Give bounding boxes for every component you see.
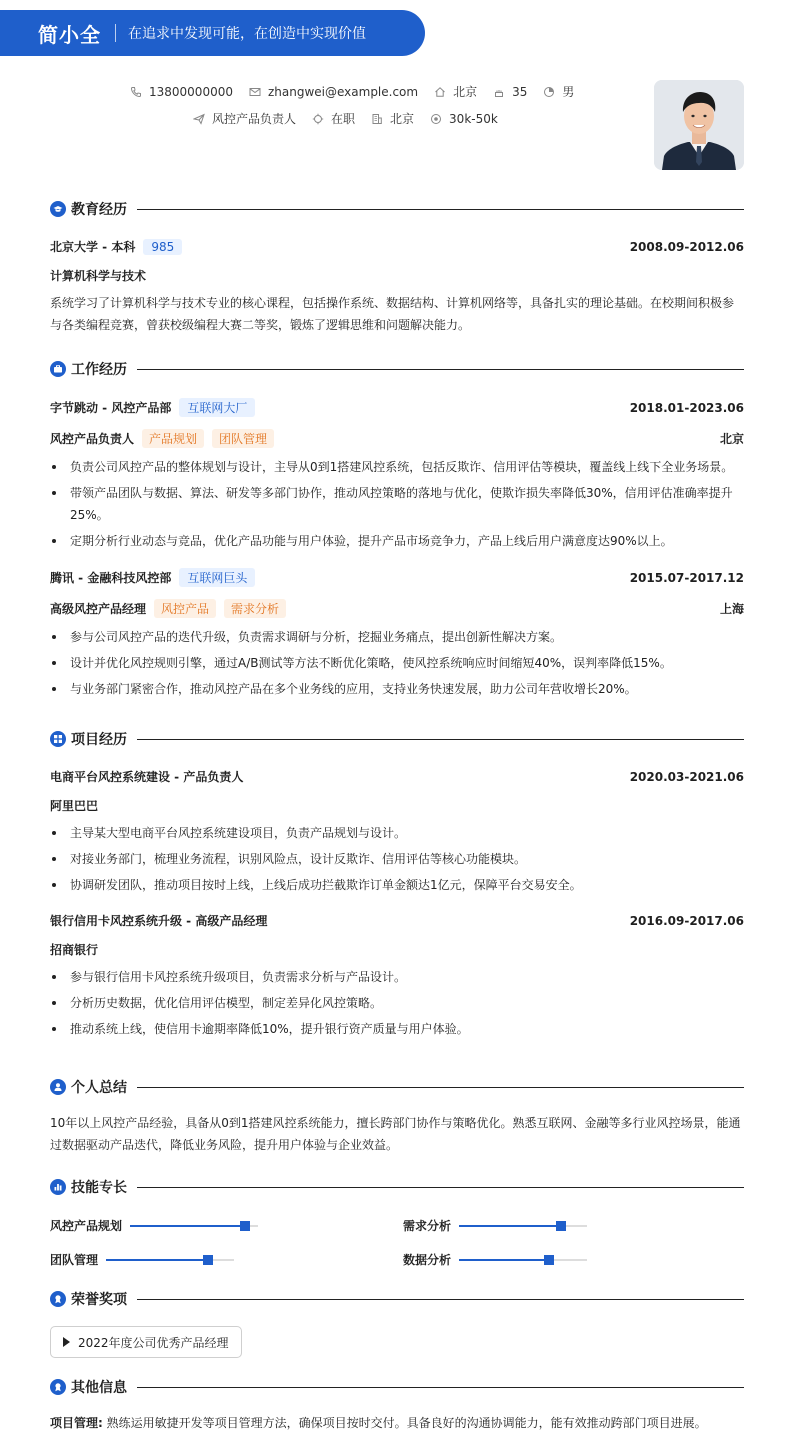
awards-header — [50, 1290, 744, 1308]
city-text: 北京 — [390, 112, 415, 126]
work-role-row — [50, 599, 744, 618]
work-city: 上海 — [719, 602, 744, 616]
skill-name: 团队管理 — [50, 1253, 99, 1267]
project-header — [50, 730, 744, 748]
list-item: 与业务部门紧密合作，推动风控产品在多个业务线的应用，支持业务快速发展，助力公司年营收增长20%。 — [50, 678, 744, 700]
awards-title: 荣誉奖项 — [71, 1292, 127, 1308]
project-bullets — [50, 966, 744, 1040]
email-text: zhangwei@example.com — [267, 84, 419, 99]
building-icon — [371, 113, 383, 125]
status-text: 在职 — [331, 112, 356, 126]
skill-knob — [556, 1221, 566, 1231]
work-bullets — [50, 626, 744, 700]
contact-row — [130, 83, 590, 100]
role-tag: 产品规划 — [142, 429, 204, 448]
role-tag: 需求分析 — [224, 599, 286, 618]
skill-fill — [130, 1225, 245, 1227]
skill-item — [50, 1251, 234, 1268]
project-entry — [50, 912, 744, 1040]
section-divider — [137, 1187, 744, 1188]
work-bullets — [50, 456, 744, 552]
contact-gender — [543, 83, 574, 100]
graduation-cap-icon — [50, 201, 66, 217]
skill-bar — [106, 1259, 234, 1261]
skills-section — [50, 1178, 744, 1196]
section-divider — [137, 1299, 744, 1300]
education-entry — [50, 238, 744, 255]
skill-bar — [130, 1225, 258, 1227]
other-info — [50, 1412, 744, 1434]
award-icon — [50, 1291, 66, 1307]
candidate-name: 简小全 — [38, 22, 101, 47]
work-role: 风控产品负责人 — [50, 432, 135, 446]
award-text: 2022年度公司优秀产品经理 — [78, 1335, 229, 1350]
skill-item — [403, 1251, 587, 1268]
gender-icon — [543, 86, 555, 98]
list-item: 参与公司风控产品的迭代升级，负责需求调研与分析，挖掘业务痛点，提出创新性解决方案。 — [50, 626, 744, 648]
mail-icon — [249, 86, 261, 98]
header-banner — [0, 10, 425, 56]
work-header — [50, 360, 744, 378]
age-text: 35 — [512, 84, 528, 99]
contact-location — [434, 83, 477, 100]
education-section — [50, 200, 744, 336]
age-icon — [493, 86, 505, 98]
other-header — [50, 1378, 744, 1396]
skill-knob — [203, 1255, 213, 1265]
school-name: 北京大学 - 本科 — [50, 240, 136, 254]
summary-title: 个人总结 — [71, 1080, 127, 1096]
other-text: 熟练运用敏捷开发等项目管理方法，确保项目按时交付。具备良好的沟通协调能力，能有效推动跨部门项目进展。 — [106, 1416, 707, 1430]
other-title: 其他信息 — [71, 1380, 127, 1396]
bar-chart-icon — [50, 1179, 66, 1195]
contact-age — [493, 85, 527, 99]
summary-section — [50, 1078, 744, 1156]
section-divider — [137, 209, 744, 210]
skill-fill — [459, 1259, 549, 1261]
other-label: 项目管理: — [50, 1416, 103, 1430]
project-org: 阿里巴巴 — [50, 799, 99, 813]
intent-city — [371, 110, 414, 127]
project-org: 招商银行 — [50, 943, 99, 957]
skill-knob — [240, 1221, 250, 1231]
skill-name: 风控产品规划 — [50, 1219, 123, 1233]
section-divider — [137, 739, 744, 740]
project-date: 2020.03-2021.06 — [629, 769, 744, 784]
job-intent-row — [193, 110, 514, 127]
project-title: 项目经历 — [71, 732, 127, 748]
skill-fill — [106, 1259, 208, 1261]
project-name: 电商平台风控系统建设 - 产品负责人 — [50, 770, 244, 784]
skill-bar — [459, 1259, 587, 1261]
gender-text: 男 — [562, 85, 575, 99]
award-item — [50, 1326, 242, 1358]
education-date: 2008.09-2012.06 — [629, 239, 744, 254]
intent-status — [312, 110, 355, 127]
position-text: 风控产品负责人 — [212, 112, 297, 126]
work-city: 北京 — [719, 432, 744, 446]
project-name-row — [50, 768, 744, 785]
work-role: 高级风控产品经理 — [50, 602, 147, 616]
education-description: 系统学习了计算机科学与技术专业的核心课程，包括操作系统、数据结构、计算机网络等，具备扎实的理论基础。在校期间积极参与各类编程竞赛，曾获校级编程大赛二等奖，锻炼了逻辑思维和问题解决能力。 — [50, 296, 735, 332]
work-section — [50, 360, 744, 700]
work-date: 2015.07-2017.12 — [629, 570, 744, 585]
education-major: 计算机科学与技术 — [50, 269, 147, 283]
skill-item — [50, 1217, 258, 1234]
list-item: 推动系统上线，使信用卡逾期率降低10%，提升银行资产质量与用户体验。 — [50, 1018, 744, 1040]
work-company: 字节跳动 - 风控产品部 — [50, 401, 172, 415]
skills-title: 技能专长 — [71, 1180, 127, 1196]
grid-icon — [50, 731, 66, 747]
work-company-row — [50, 568, 744, 587]
section-divider — [137, 1387, 744, 1388]
briefcase-icon — [50, 361, 66, 377]
list-item: 负责公司风控产品的整体规划与设计，主导从0到1搭建风控系统，包括反欺诈、信用评估等模块，覆盖线上线下全业务场景。 — [50, 456, 744, 478]
work-company: 腾讯 - 金融科技风控部 — [50, 571, 172, 585]
intent-salary — [430, 112, 498, 126]
project-name: 银行信用卡风控系统升级 - 高级产品经理 — [50, 914, 268, 928]
work-title: 工作经历 — [71, 362, 127, 378]
skill-knob — [544, 1255, 554, 1265]
education-header — [50, 200, 744, 218]
project-org-row — [50, 797, 744, 814]
header-divider — [115, 24, 116, 42]
summary-header — [50, 1078, 744, 1096]
work-role-row — [50, 429, 744, 448]
list-item: 带领产品团队与数据、算法、研发等多部门协作，推动风控策略的落地与优化，使欺诈损失率降低30%，信用评估准确率提升25%。 — [50, 482, 744, 526]
list-item: 参与银行信用卡风控系统升级项目，负责需求分析与产品设计。 — [50, 966, 744, 988]
home-icon — [434, 86, 446, 98]
work-entry — [50, 568, 744, 700]
avatar — [654, 80, 744, 170]
skills-header — [50, 1178, 744, 1196]
skill-name: 数据分析 — [403, 1253, 452, 1267]
list-item: 主导某大型电商平台风控系统建设项目，负责产品规划与设计。 — [50, 822, 744, 844]
work-date: 2018.01-2023.06 — [629, 400, 744, 415]
project-date: 2016.09-2017.06 — [629, 913, 744, 928]
skill-bar — [459, 1225, 587, 1227]
phone-text: 13800000000 — [149, 84, 233, 99]
work-entry — [50, 398, 744, 552]
education-title: 教育经历 — [71, 202, 127, 218]
other-section — [50, 1378, 744, 1434]
list-item: 协调研发团队，推动项目按时上线，上线后成功拦截欺诈订单金额达1亿元，保障平台交易安全。 — [50, 874, 744, 896]
avatar-portrait — [654, 80, 744, 170]
intent-position — [193, 110, 296, 127]
awards-section — [50, 1290, 744, 1308]
project-org-row — [50, 941, 744, 958]
list-item: 定期分析行业动态与竞品，优化产品功能与用户体验，提升产品市场竞争力，产品上线后用户满意度达90%以上。 — [50, 530, 744, 552]
company-tag: 互联网大厂 — [179, 398, 255, 417]
education-major-row — [50, 267, 744, 284]
salary-text: 30k-50k — [449, 111, 498, 126]
salary-icon — [430, 113, 442, 125]
status-icon — [312, 113, 324, 125]
project-section — [50, 730, 744, 1040]
send-icon — [193, 113, 205, 125]
list-item: 设计并优化风控规则引擎，通过A/B测试等方法不断优化策略，使风控系统响应时间缩短40%，误判率降低15%。 — [50, 652, 744, 674]
list-item: 对接业务部门，梳理业务流程，识别风险点，设计反欺诈、信用评估等核心功能模块。 — [50, 848, 744, 870]
section-divider — [137, 369, 744, 370]
phone-icon — [130, 86, 142, 98]
project-name-row — [50, 912, 744, 929]
skill-item — [403, 1217, 587, 1234]
work-company-row — [50, 398, 744, 417]
location-text: 北京 — [453, 85, 478, 99]
skill-fill — [459, 1225, 561, 1227]
section-divider — [137, 1087, 744, 1088]
contact-phone — [130, 85, 233, 99]
project-bullets — [50, 822, 744, 896]
role-tag: 团队管理 — [212, 429, 274, 448]
list-item: 分析历史数据，优化信用评估模型，制定差异化风控策略。 — [50, 992, 744, 1014]
role-tag: 风控产品 — [154, 599, 216, 618]
skill-name: 需求分析 — [403, 1219, 452, 1233]
candidate-motto: 在追求中发现可能，在创造中实现价值 — [128, 26, 366, 42]
info-icon — [50, 1379, 66, 1395]
company-tag: 互联网巨头 — [179, 568, 255, 587]
summary-text: 10年以上风控产品经验，具备从0到1搭建风控系统能力，擅长跨部门协作与策略优化。熟悉互联网、金融等多行业风控场景，能通过数据驱动产品迭代，降低业务风险，提升用户体验与企业效益。 — [50, 1116, 741, 1152]
person-icon — [50, 1079, 66, 1095]
project-entry — [50, 768, 744, 896]
contact-email — [249, 85, 418, 99]
play-triangle-icon — [63, 1337, 70, 1347]
school-tag: 985 — [143, 239, 182, 255]
